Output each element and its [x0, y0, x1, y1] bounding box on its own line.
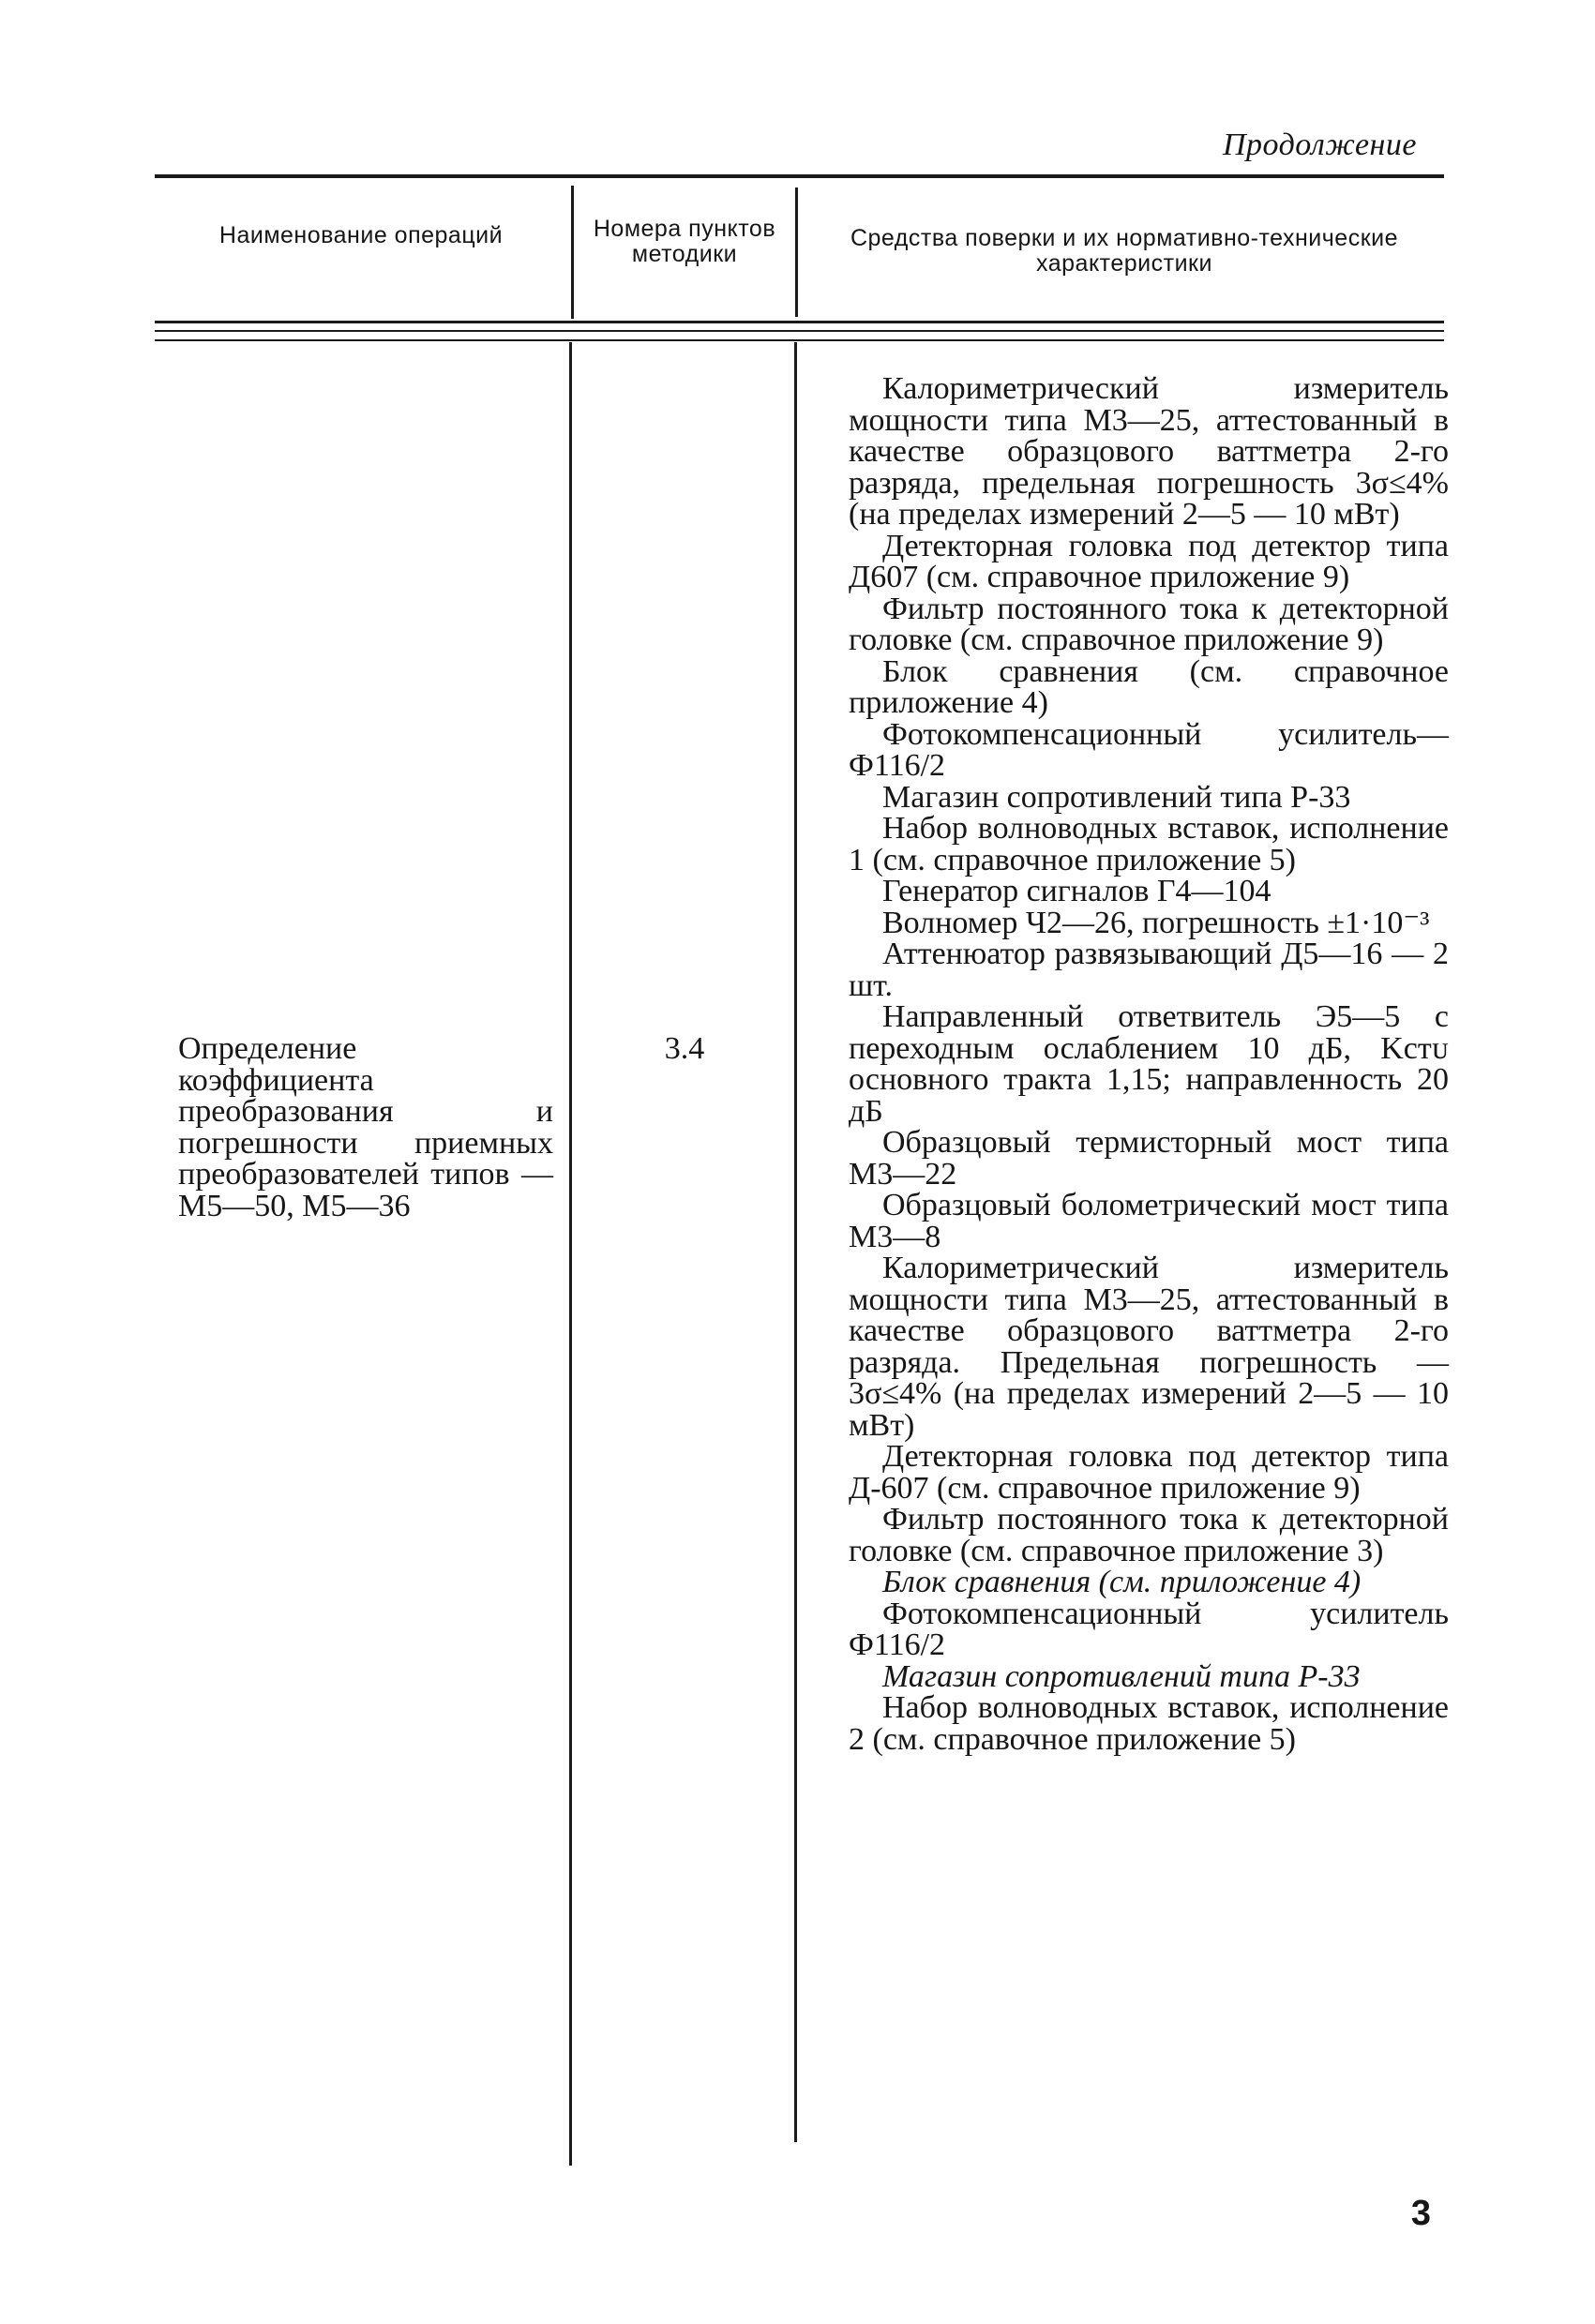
table-top-rule	[155, 174, 1444, 178]
tool-entry: Блок сравнения (см. приложение 4)	[882, 1565, 1362, 1599]
column-divider	[794, 342, 797, 2142]
column-divider	[569, 342, 572, 2166]
header-item-numbers: Номера пунктов методики	[593, 216, 776, 267]
tool-entry: Образцовый болометрический мост типа М3—8	[849, 1188, 1449, 1254]
tool-entry: Фильтр постоянного тока к детекторной головке (см. справочное приложение 3)	[849, 1502, 1449, 1568]
tool-entry: Калориметрический измеритель мощности типа М3—25, аттестованный в качестве образцового ваттметра 2-го разряда, предельная погрешность 3σ≤4% (на пределах измерений 2—5 — 10 мВт)	[849, 371, 1449, 532]
tool-entry: Калориметрический измеритель мощности типа М3—25, аттестованный в качестве образцового ваттметра 2-го разряда. Предельная погрешность — 3σ≤4% (на пределах измерений 2—5 — 10 мВт)	[849, 1251, 1449, 1443]
tool-entry: Образцовый термисторный мост типа М3—22	[849, 1125, 1449, 1192]
tool-entry: Фотокомпенсационный усилитель— Ф116/2	[849, 716, 1449, 783]
tool-entry: Фотокомпенсационный усилитель Ф116/2	[849, 1596, 1449, 1662]
continued-label: Продолжение	[1222, 127, 1417, 162]
tool-entry: Волномер Ч2—26, погрешность ±1·10⁻³	[882, 905, 1430, 940]
tool-entry: Набор волноводных вставок, исполнение 1 (см. справочное приложение 5)	[849, 811, 1449, 877]
item-number: 3.4	[664, 1031, 705, 1066]
tool-entry: Детекторная головка под детектор типа Д607 (см. справочное приложение 9)	[849, 528, 1449, 594]
tool-entry: Магазин сопротивлений типа Р-33	[882, 1658, 1361, 1694]
header-bottom-rule	[155, 330, 1444, 332]
tool-entry: Блок сравнения (см. справочное приложение 4)	[849, 653, 1449, 720]
tool-entry: Детекторная головка под детектор типа Д-607 (см. справочное приложение 9)	[849, 1439, 1449, 1506]
tool-entry: Генератор сигналов Г4—104	[882, 874, 1271, 908]
header-bottom-rule	[155, 321, 1444, 323]
column-divider	[571, 186, 574, 319]
tools-list	[849, 373, 1449, 1755]
page-number: 3	[1410, 2194, 1431, 2233]
tool-entry: Фильтр постоянного тока к детекторной головке (см. справочное приложение 9)	[849, 591, 1449, 657]
column-divider	[795, 187, 798, 317]
tool-entry: Аттенюатор развязывающий Д5—16 — 2 шт.	[849, 937, 1449, 1003]
header-verification-tools: Средства поверки и их нормативно-технические характеристики	[850, 225, 1399, 277]
operation-name: Определение коэффициента преобразования и погрешности приемных преобразователей типов — М5—50, М5—36	[178, 1031, 553, 1223]
tool-entry: Набор волноводных вставок, исполнение 2 (см. справочное приложение 5)	[849, 1690, 1449, 1757]
header-operations: Наименование операций	[218, 222, 504, 248]
tool-entry: Направленный ответвитель Э5—5 с переходным ослаблением 10 дБ, Kстᴜ основного тракта 1,15; направленность 20 дБ	[849, 999, 1449, 1129]
tool-entry: Магазин сопротивлений типа Р-33	[882, 779, 1351, 815]
header-bottom-rule	[155, 339, 1444, 341]
